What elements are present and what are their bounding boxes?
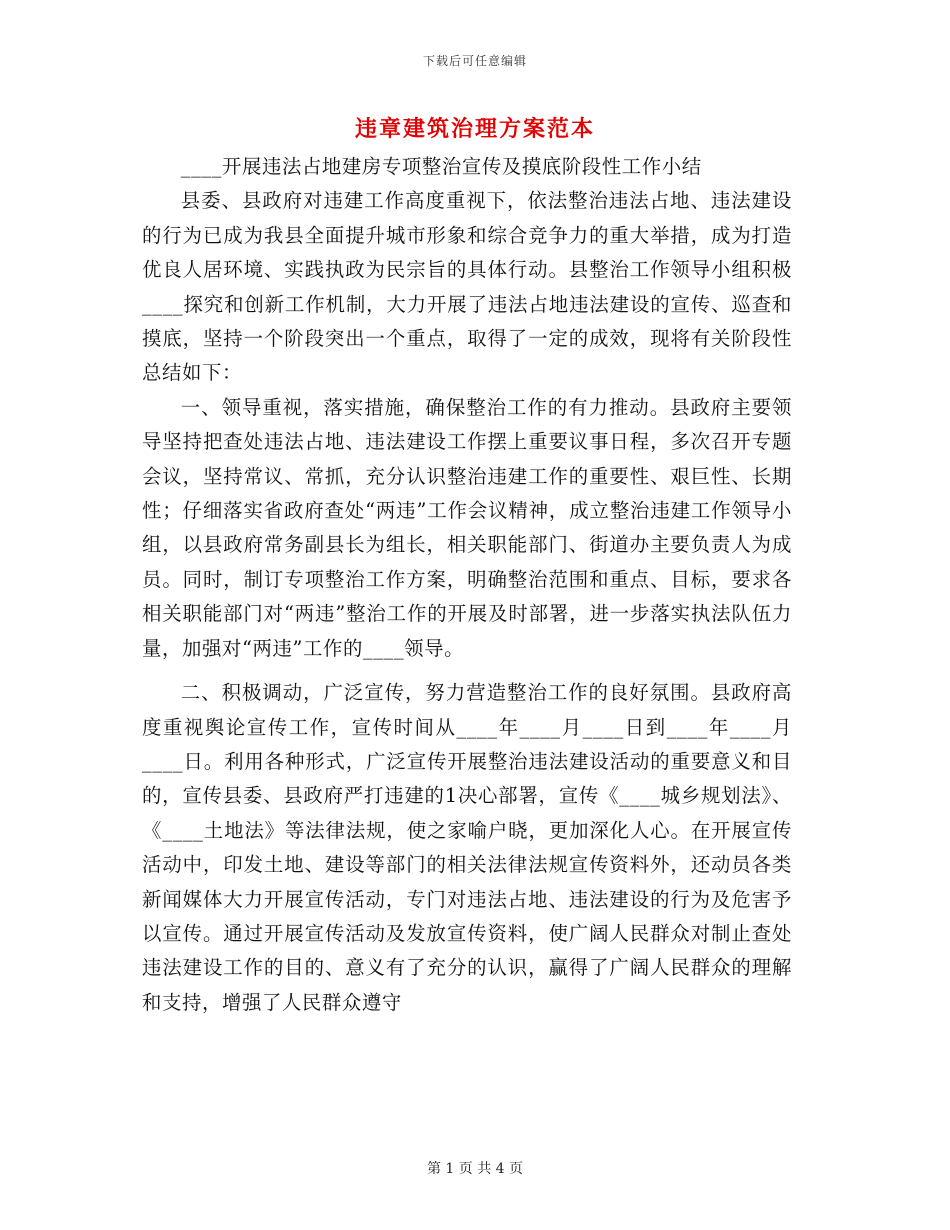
document-body: [142, 150, 792, 1020]
intro-paragraph: 县委、县政府对违建工作高度重视下，依法整治违法占地、违法建设的行为已成为我县全面提升城市形象和综合竞争力的重大举措，成为打造优良人居环境、实践执政为民宗旨的具体行动。县整治工作领导小组积极____探究和创新工作机制，大力开展了违法占地违法建设的宣传、巡查和摸底，坚持一个阶段突出一个重点，取得了一定的成效，现将有关阶段性总结如下：: [142, 189, 792, 385]
document-title: 违章建筑治理方案范本: [354, 116, 595, 142]
page-number: 第 1 页 共 4 页: [426, 1161, 524, 1177]
section-one-paragraph: 一、领导重视，落实措施，确保整治工作的有力推动。县政府主要领导坚持把查处违法占地、违法建设工作摆上重要议事日程，多次召开专题会议，坚持常议、常抓，充分认识整治违建工作的重要性、艰巨性、长期性；仔细落实省政府查处“两违”工作会议精神，成立整治违建工作领导小组，以县政府常务副县长为组长，相关职能部门、街道办主要负责人为成员。同时，制订专项整治工作方案，明确整治范围和重点、目标，要求各相关职能部门对“两违”整治工作的开展及时部署，进一步落实执法队伍力量，加强对“两违”工作的____领导。: [142, 395, 792, 660]
section-two-paragraph: 二、积极调动，广泛宣传，努力营造整治工作的良好氛围。县政府高度重视舆论宣传工作，宣传时间从____年____月____日到____年____月____日。利用各种形式，广泛宣传开展整治违法建设活动的重要意义和目的，宣传县委、县政府严打违建的1决心部署，宣传《____城乡规划法》、《____土地法》等法律法规，使之家喻户晓，更加深化人心。在开展宣传活动中，印发土地、建设等部门的相关法律法规宣传资料外，还动员各类新闻媒体大力开展宣传活动，专门对违法占地、违法建设的行为及危害予以宣传。通过开展宣传活动及发放宣传资料，使广阔人民群众对制止查处违法建设工作的目的、意义有了充分的认识，赢得了广阔人民群众的理解和支持，增强了人民群众遵守: [142, 681, 792, 1014]
header-note: 下载后可任意编辑: [422, 54, 527, 68]
subtitle-paragraph: ____开展违法占地建房专项整治宣传及摸底阶段性工作小结: [180, 155, 702, 178]
